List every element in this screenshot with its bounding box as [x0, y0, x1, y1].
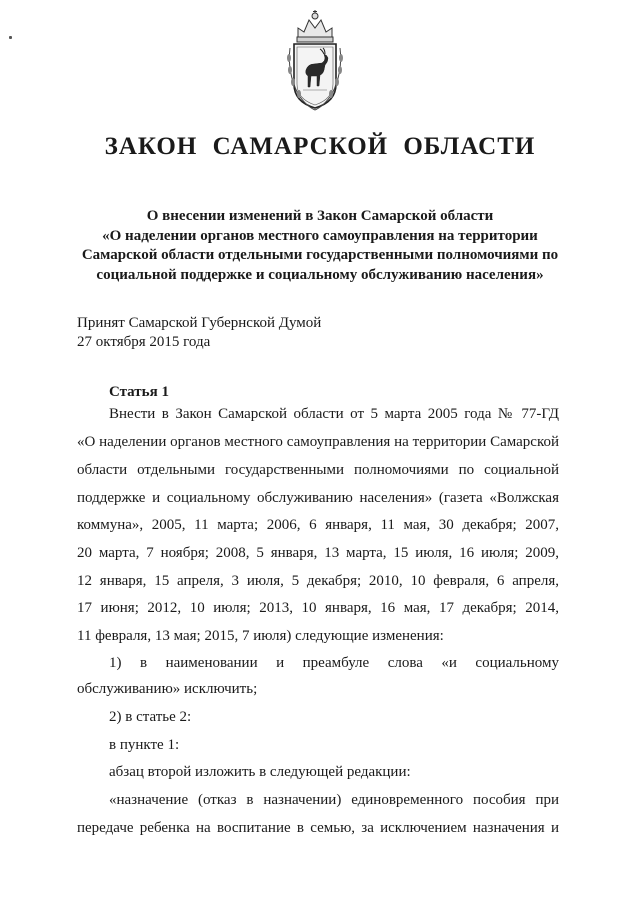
body-line: 11 февраля, 13 мая; 2015, 7 июля) следующие изменения:: [77, 628, 444, 644]
body-line: коммуна», 2005, 11 марта; 2006, 6 января, 11 мая, 30 декабря; 2007,: [77, 517, 559, 533]
body-line: 20 марта, 7 ноября; 2008, 5 января, 13 марта, 15 июля, 16 июля; 2009,: [77, 545, 559, 561]
adoption-date: 27 октября 2015 года: [77, 334, 211, 350]
body-line: области отдельными государственными полномочиями по социальной: [77, 462, 559, 478]
article-heading: Статья 1: [109, 384, 169, 400]
samara-coat-of-arms-icon: [284, 8, 346, 112]
scan-artifact: [9, 36, 12, 39]
adoption-body: Принят Самарской Губернской Думой: [77, 315, 322, 331]
body-line: «О наделении органов местного самоуправления на территории Самарской: [77, 434, 559, 450]
body-line: 17 июня; 2012, 10 июля; 2013, 10 января, 16 мая, 17 декабря; 2014,: [77, 600, 559, 616]
body-line: поддержке и социальному обслуживанию населения» (газета «Волжская: [77, 490, 559, 506]
body-line: в пункте 1:: [109, 737, 180, 753]
law-subtitle: [60, 207, 580, 285]
body-line: «назначение (отказ в назначении) единовременного пособия при: [109, 792, 559, 808]
body-line: передаче ребенка на воспитание в семью, за исключением назначения и: [77, 820, 559, 836]
subtitle-line: социальной поддержке и социальному обслуживанию населения»: [96, 266, 544, 283]
body-line: абзац второй изложить в следующей редакции:: [109, 764, 411, 780]
body-line: Внести в Закон Самарской области от 5 марта 2005 года № 77-ГД: [109, 406, 559, 422]
body-line: 2) в статье 2:: [109, 709, 192, 725]
body-line: обслуживанию» исключить;: [77, 681, 258, 697]
body-line: 1) в наименовании и преамбуле слова «и социальному: [109, 655, 559, 671]
law-title: ЗАКОН САМАРСКОЙ ОБЛАСТИ: [104, 133, 536, 160]
body-line: 12 января, 15 апреля, 3 июля, 5 декабря; 2010, 10 февраля, 6 апреля,: [77, 573, 559, 589]
subtitle-line: «О наделении органов местного самоуправления на территории: [102, 227, 538, 244]
subtitle-line: Самарской области отдельными государственными полномочиями по: [81, 247, 559, 263]
subtitle-line: О внесении изменений в Закон Самарской области: [146, 208, 494, 224]
adoption-note: [77, 314, 321, 352]
